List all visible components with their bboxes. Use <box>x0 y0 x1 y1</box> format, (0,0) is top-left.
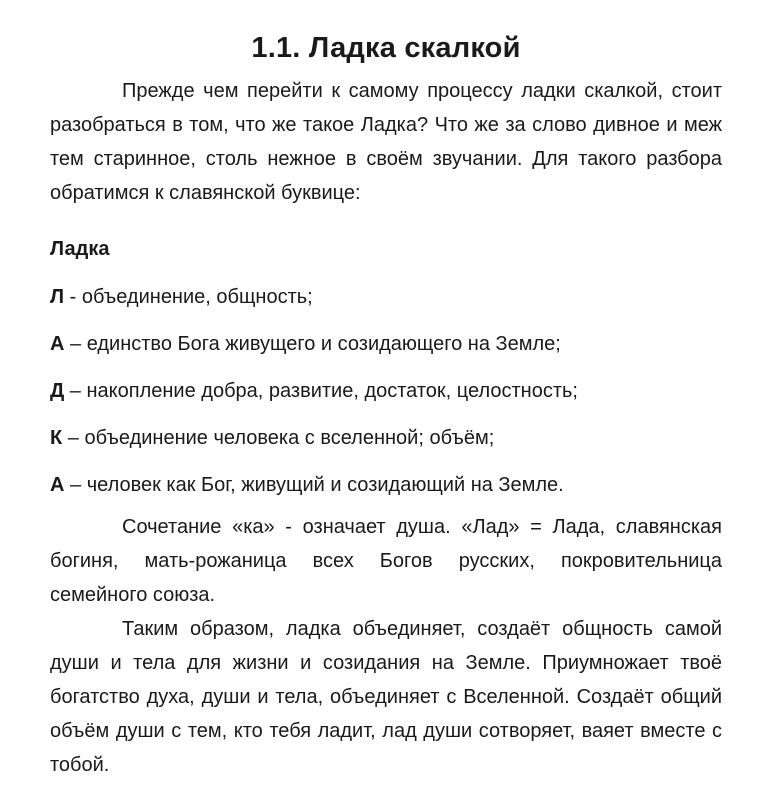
glossary-letter: К <box>50 427 63 449</box>
glossary-letter: Л <box>50 286 65 308</box>
document-page <box>50 28 722 782</box>
glossary-meaning: накопление добра, развитие, достаток, целостность; <box>86 380 578 402</box>
glossary-letter: А <box>50 474 65 496</box>
glossary-letter: Д <box>50 380 65 402</box>
body-paragraph: Таким образом, ладка объединяет, создаёт общность самой души и тела для жизни и созидания на Земле. Приумножает твоё богатство духа, души и тела, объединяет с Вселенной. Создаёт общий объём души с тем, кто тебя ладит, лад души сотворяет, ваяет вместе с тобой. <box>50 618 722 776</box>
glossary-letter: А <box>50 333 65 355</box>
glossary-item <box>50 327 722 361</box>
glossary-separator: - <box>64 286 82 308</box>
glossary-item <box>50 280 722 314</box>
glossary-separator: – <box>62 427 85 449</box>
glossary-meaning: человек как Бог, живущий и созидающий на Земле. <box>86 474 564 496</box>
glossary-separator: – <box>64 380 87 402</box>
glossary-item <box>50 468 722 502</box>
glossary-meaning: единство Бога живущего и созидающего на Земле; <box>86 333 561 355</box>
section-title: 1.1. Ладка скалкой <box>251 32 521 64</box>
glossary-meaning: объединение человека с вселенной; объём; <box>84 427 495 449</box>
glossary-heading: Ладка <box>50 238 110 260</box>
body-paragraph: Сочетание «ка» - означает душа. «Лад» = Лада, славянская богиня, мать-рожаница всех Богов русских, покровительница семейного союза. <box>50 516 722 606</box>
intro-paragraph: Прежде чем перейти к самому процессу ладки скалкой, стоит разобраться в том, что же такое Ладка? Что же за слово дивное и меж тем старинное, столь нежное в своём звучании. Для такого разбора обратимся к славянской буквице: <box>50 80 722 204</box>
glossary-meaning: объединение, общность; <box>81 286 313 308</box>
glossary-separator: – <box>64 333 87 355</box>
glossary-separator: – <box>64 474 87 496</box>
letter-glossary <box>50 280 722 502</box>
glossary-item <box>50 374 722 408</box>
glossary-item <box>50 421 722 455</box>
